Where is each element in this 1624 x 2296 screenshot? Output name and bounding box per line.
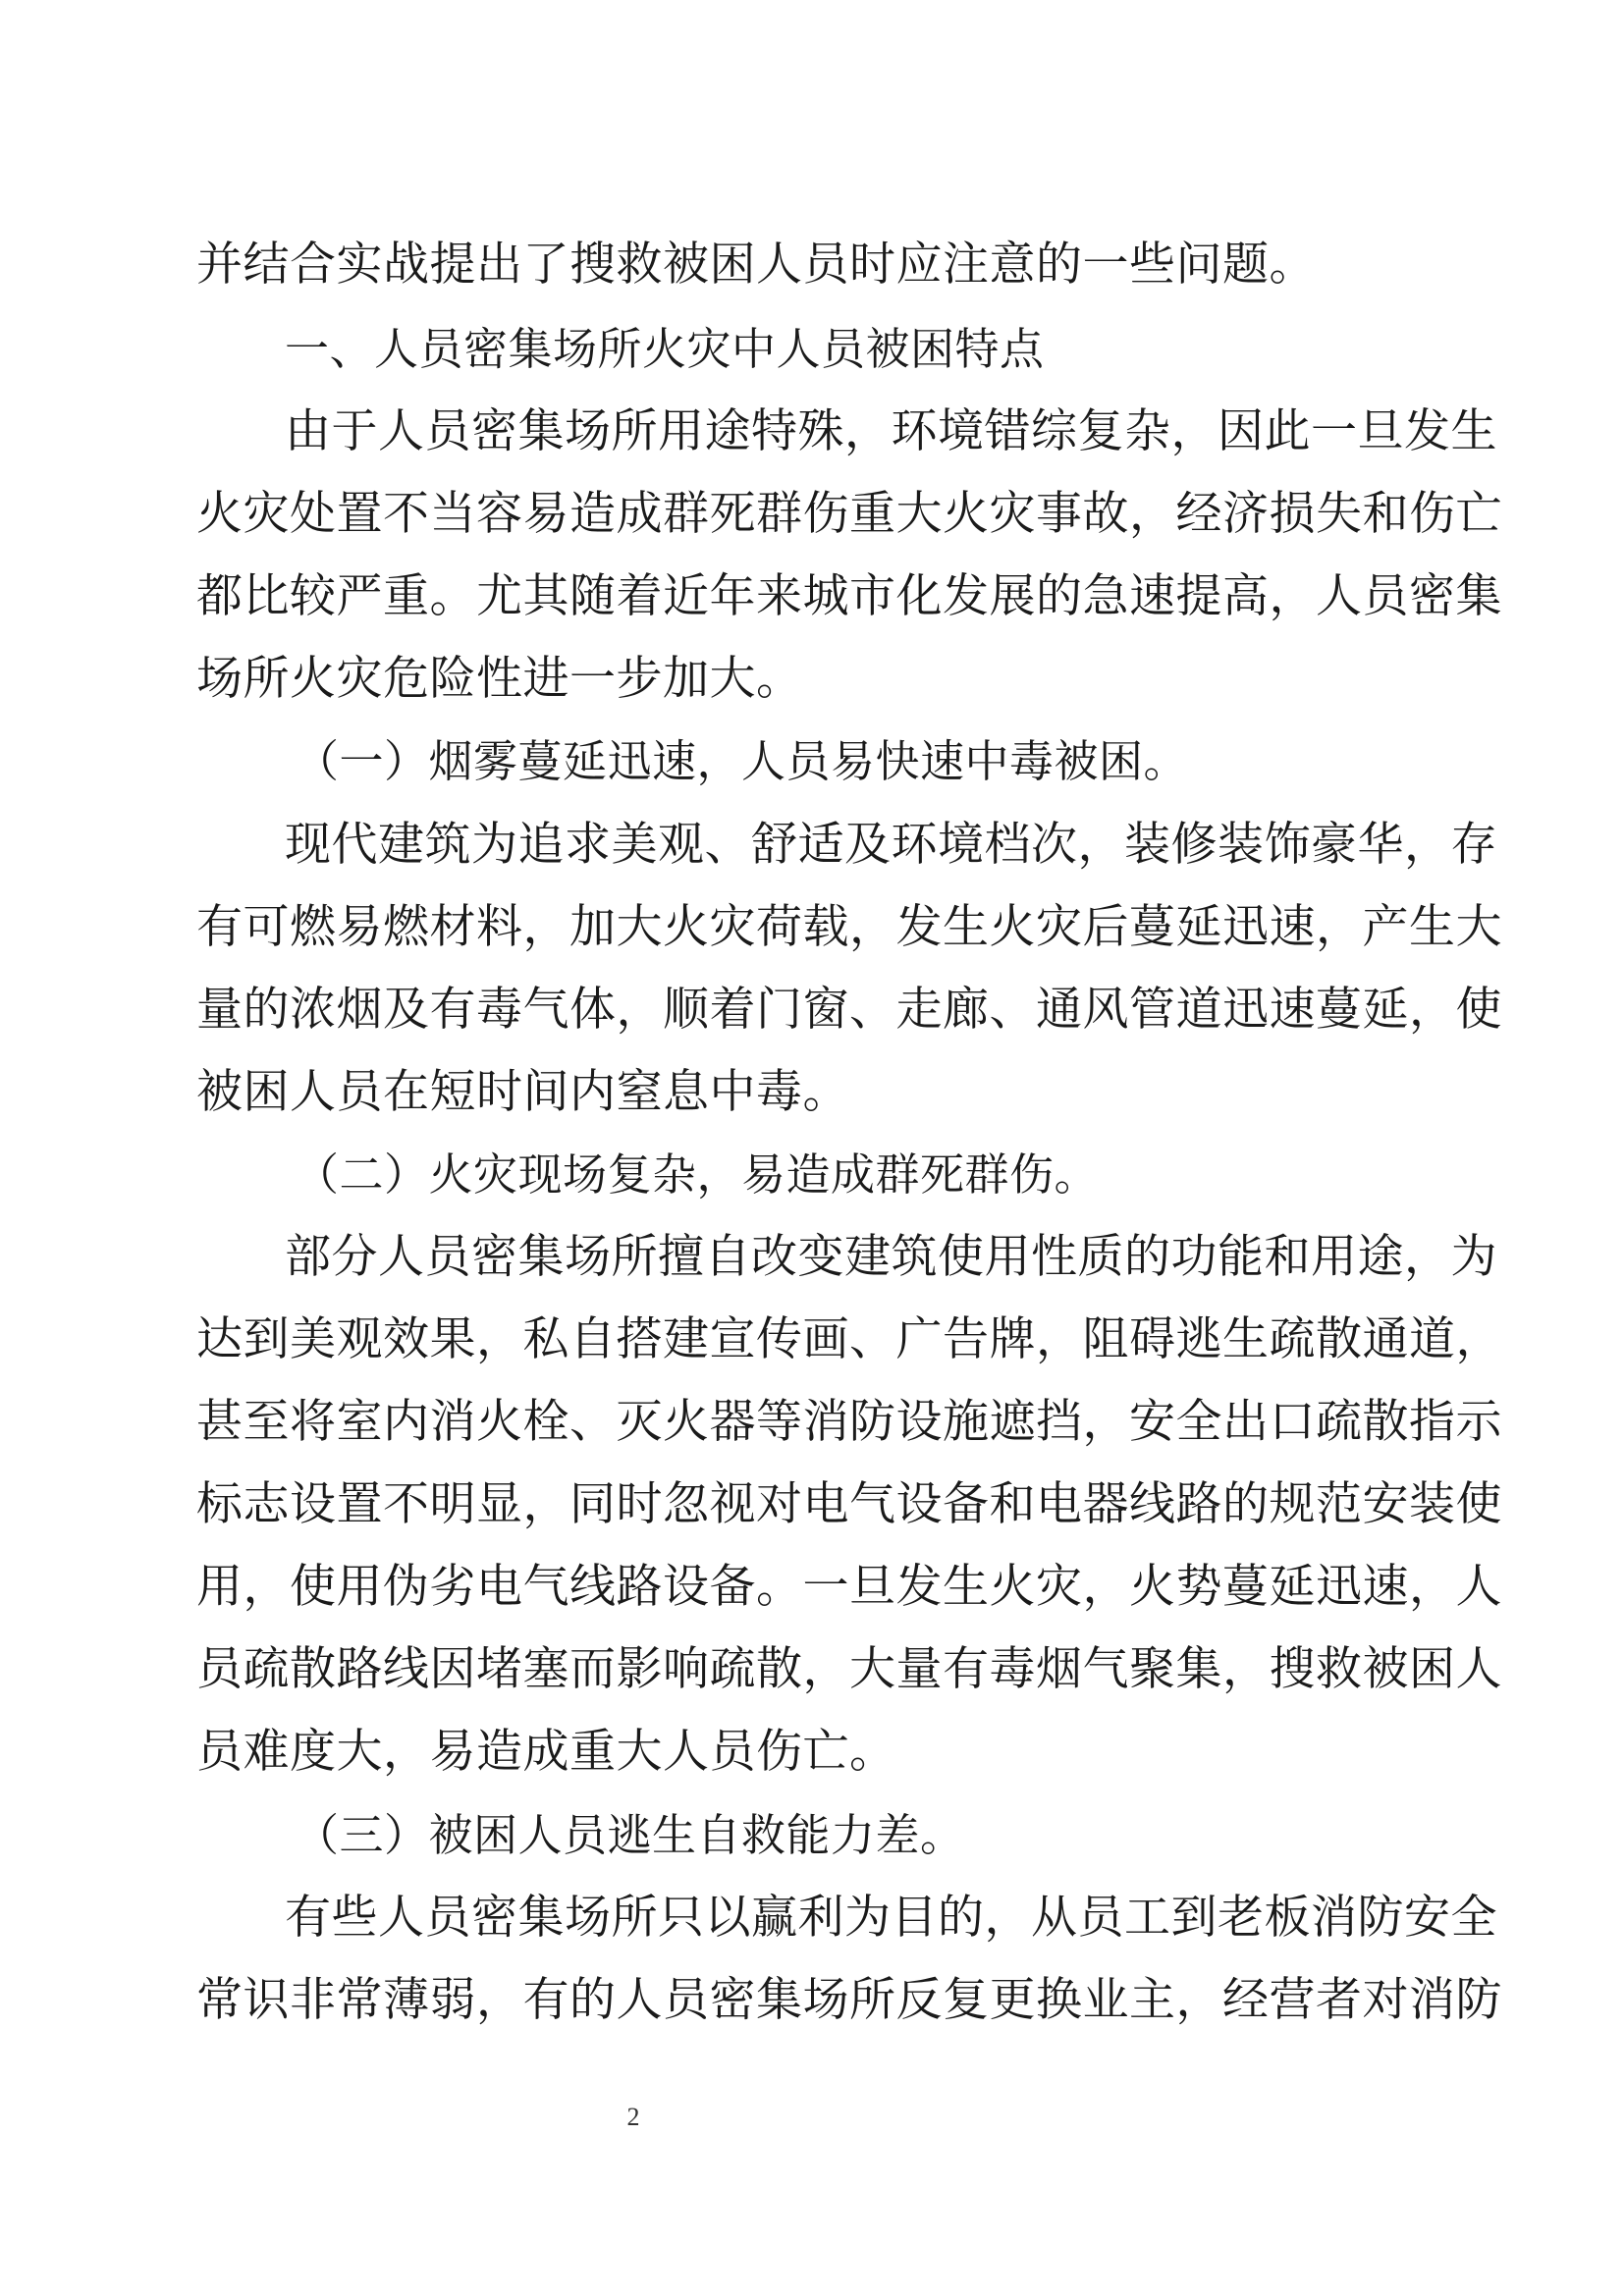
paragraph-line: 被困人员在短时间内窒息中毒。 (196, 1065, 849, 1119)
paragraph-line: 达到美观效果，私自搭建宣传画、广告牌，阻碍逃生疏散通道， (196, 1312, 1502, 1366)
paragraph-line: 并结合实战提出了搜救被困人员时应注意的一些问题。 (196, 238, 1316, 292)
paragraph-line: 火灾处置不当容易造成群死群伤重大火灾事故，经济损失和伤亡 (196, 487, 1502, 541)
page-number: 2 (626, 2103, 640, 2131)
paragraph-line: 由于人员密集场所用途特殊，环境错综复杂，因此一旦发生 (285, 404, 1497, 458)
paragraph-line: 现代建筑为追求美观、舒适及环境档次，装修装饰豪华，存 (285, 818, 1497, 872)
paragraph-line: 员难度大，易造成重大人员伤亡。 (196, 1725, 896, 1779)
paragraph-line: 标志设置不明显，同时忽视对电气设备和电器线路的规范安装使 (196, 1477, 1502, 1531)
paragraph-line: 场所火灾危险性进一步加大。 (196, 652, 803, 706)
subsection-heading: （三）被困人员逃生自救能力差。 (295, 1809, 965, 1861)
paragraph-line: 有些人员密集场所只以赢利为目的，从员工到老板消防安全 (285, 1891, 1497, 1945)
subsection-heading: （二）火灾现场复杂，易造成群死群伤。 (295, 1148, 1100, 1201)
paragraph-line: 常识非常薄弱，有的人员密集场所反复更换业主，经营者对消防 (196, 1973, 1502, 2027)
subsection-heading: （一）烟雾蔓延迅速，人员易快速中毒被困。 (295, 735, 1189, 787)
paragraph-line: 甚至将室内消火栓、灭火器等消防设施遮挡，安全出口疏散指示 (196, 1395, 1502, 1449)
section-heading: 一、人员密集场所火灾中人员被困特点 (285, 323, 1045, 375)
paragraph-line: 都比较严重。尤其随着近年来城市化发展的急速提高，人员密集 (196, 569, 1502, 623)
paragraph-line: 用，使用伪劣电气线路设备。一旦发生火灾，火势蔓延迅速，人 (196, 1560, 1502, 1614)
paragraph-line: 员疏散路线因堵塞而影响疏散，大量有毒烟气聚集，搜救被困人 (196, 1642, 1502, 1696)
paragraph-line: 量的浓烟及有毒气体，顺着门窗、走廊、通风管道迅速蔓延，使 (196, 983, 1502, 1037)
paragraph-line: 部分人员密集场所擅自改变建筑使用性质的功能和用途，为 (285, 1230, 1497, 1284)
paragraph-line: 有可燃易燃材料，加大火灾荷载，发生火灾后蔓延迅速，产生大 (196, 900, 1502, 954)
